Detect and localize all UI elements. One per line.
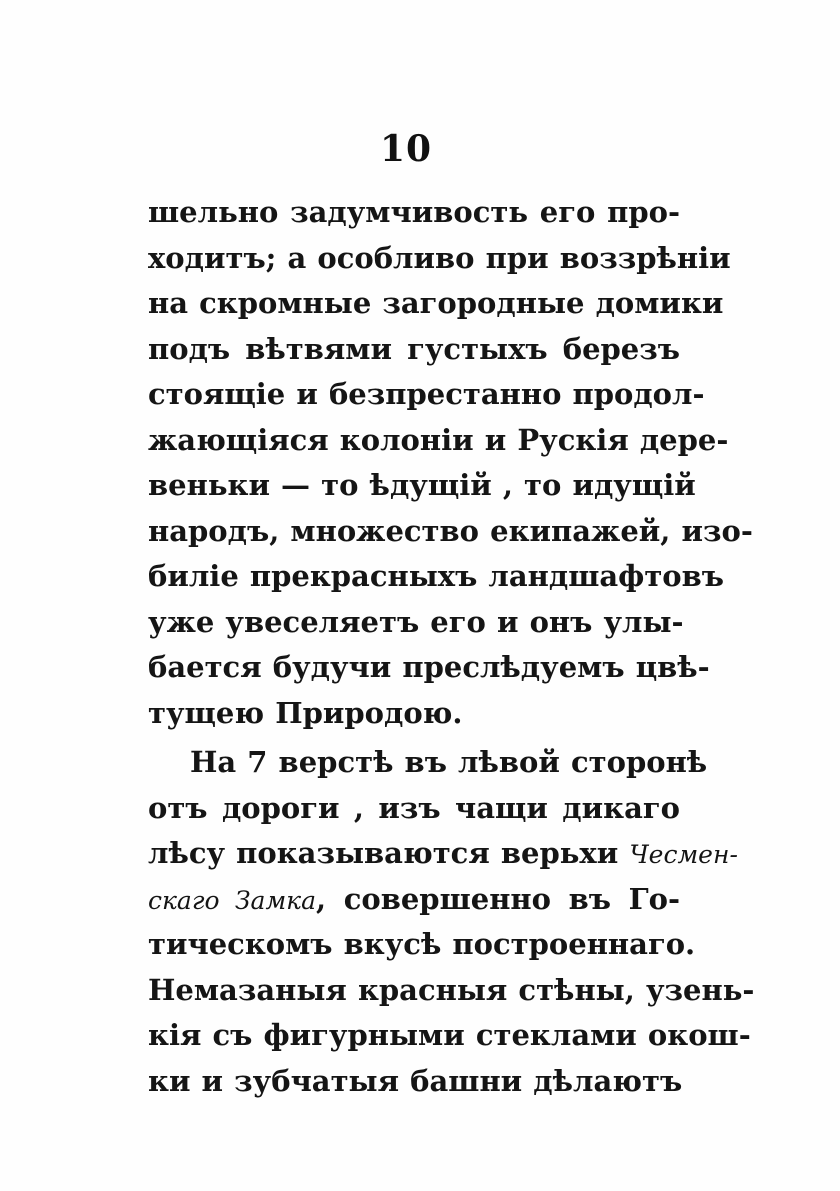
text-line [148, 831, 738, 877]
text-line [148, 877, 680, 923]
text-line: уже увеселяетъ его и онъ улы- [148, 604, 684, 639]
text-line: на скромные загородные домики [148, 286, 724, 320]
text-line: Немазаныя красныя стѣны, узень- [148, 972, 755, 1007]
text-line: отъ дороги , изъ чащи дикаго [148, 790, 680, 825]
text-line: веньки — то ѣдущій , то идущій [148, 468, 696, 502]
paragraph-2 [148, 740, 755, 1104]
text-line: тущею Природою. [148, 695, 463, 730]
text-line: шельно задумчивость его про- [148, 195, 680, 229]
text-line: народъ, множество екипажей, изо- [148, 513, 753, 548]
text-line: биліе прекрасныхъ ландшафтовъ [148, 559, 725, 593]
page-body-text [148, 190, 755, 1104]
text-line: подъ вѣтвями густыхъ березъ [148, 331, 680, 366]
text-line: ходитъ; а особливо при воззрѣніи [148, 240, 731, 275]
italic-place-name: скаго Замка [148, 885, 317, 915]
paragraph-1 [148, 190, 753, 736]
page-number: 10 [379, 128, 433, 170]
text-line: стоящіе и безпрестанно продол- [148, 377, 705, 411]
text-line: бается будучи преслѣдуемъ цвѣ- [148, 650, 710, 684]
text-fragment: лѣсу показываются верьхи [148, 836, 630, 870]
italic-place-name: Чесмен- [629, 840, 738, 869]
text-line: тическомъ вкусѣ построеннаго. [148, 927, 696, 961]
text-line: жающіяся колоніи и Рускія дере- [148, 422, 729, 457]
text-line: кія съ фигурными стеклами окош- [148, 1018, 751, 1052]
text-line: На 7 верстѣ въ лѣвой сторонѣ [190, 745, 708, 779]
text-line: ки и зубчатыя башни дѣлаютъ [148, 1063, 683, 1098]
text-fragment: , совершенно въ Го- [316, 881, 680, 916]
